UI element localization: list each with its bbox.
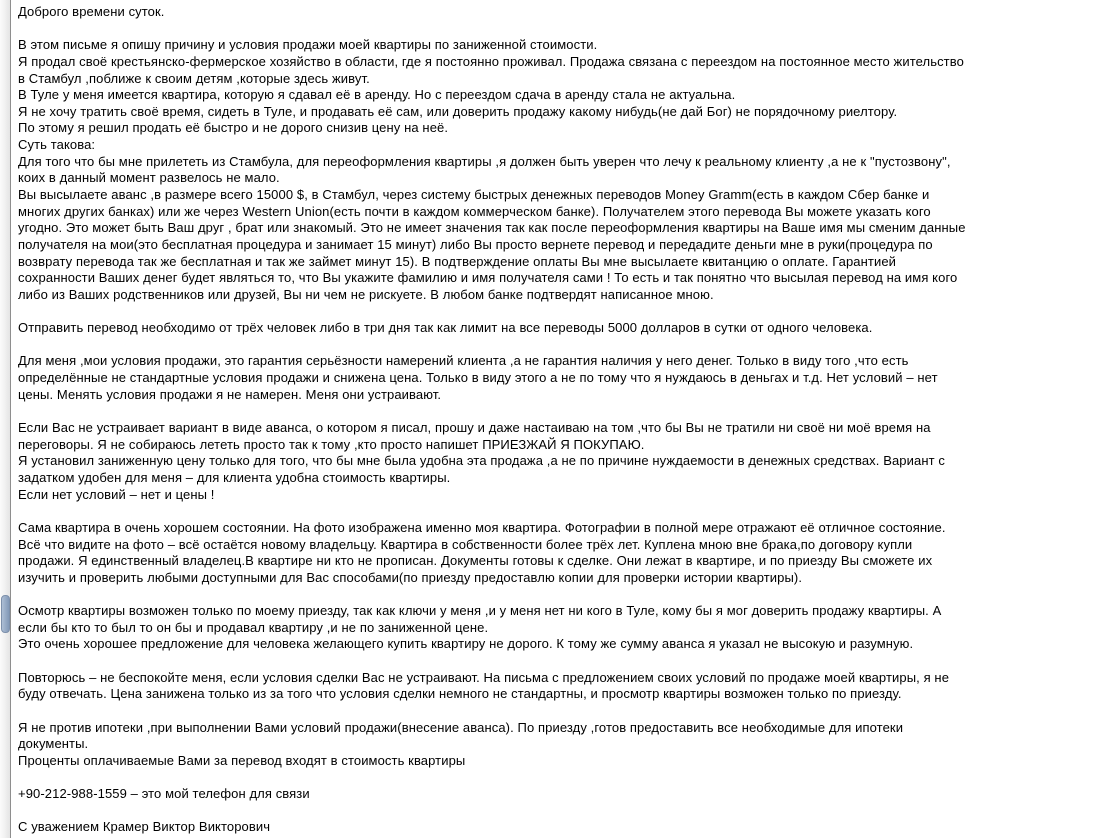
text-line: Я не хочу тратить своё время, сидеть в Туле, и продавать её сам, или доверить продажу какому нибудь(не дай Бог) не порядочному риелтору.	[18, 103, 898, 119]
text-line: Всё что видите на фото – всё остаётся новому владельцу. Квартира в собственности более трёх лет. Куплена мною вне брака,по договору купли	[18, 536, 913, 552]
text-line: Доброго времени суток.	[18, 4, 165, 19]
text-line: угодно. Это может быть Ваш друг , брат или знакомый. Это не имеет значения так как после переоформления квартиры на Ваше имя мы сменим данные	[18, 220, 966, 236]
text-line: По этому я решил продать её быстро и не дорого снизив цену на неё.	[18, 120, 449, 136]
text-line: Повторюсь – не беспокойте меня, если условия сделки Вас не устраивают. На письма с предложением своих условий по продаже моей квартиры, я не	[18, 669, 950, 685]
text-line: задатком удобен для меня – для клиента удобна стоимость квартиры.	[18, 469, 451, 485]
text-line: +90-212-988-1559 – это мой телефон для связи	[18, 786, 310, 802]
text-line	[18, 769, 1093, 786]
text-line: Для того что бы мне прилететь из Стамбула, для переоформления квартиры ,я должен быть уверен что лечу к реальному клиенту ,а не к "пустозвону",	[18, 153, 951, 169]
text-line: многих других банках) или же через Western Union(есть почти в каждом коммерческом банке). Получателем этого перевода Вы можете указать кого	[18, 203, 931, 219]
text-line: документы.	[18, 736, 89, 752]
text-line	[18, 21, 1093, 38]
text-line: Если Вас не устраивает вариант в виде аванса, о котором я писал, прошу и даже настаиваю на том ,что бы Вы не тратили ни своё ни моё время на	[18, 420, 931, 436]
text-line: в Стамбул ,поближе к своим детям ,которые здесь живут.	[18, 70, 370, 86]
text-line: Это очень хорошее предложение для человека желающего купить квартиру не дорого. К тому же сумму аванса я указал не высокую и разумную.	[18, 636, 914, 652]
text-line: коих в данный момент развелось не мало.	[18, 170, 280, 186]
text-line: Проценты оплачиваемые Вами за перевод входят в стоимость квартиры	[18, 752, 466, 768]
text-line: Отправить перевод необходимо от трёх человек либо в три дня так как лимит на все переводы 5000 долларов в сутки от одного человека.	[18, 320, 873, 336]
text-line: возврату перевода так же бесплатная и так же займет минут 15). В подтверждение оплаты Вы мне высылаете квитанцию о оплате. Гарантией	[18, 253, 897, 269]
text-line: Суть такова:	[18, 137, 96, 153]
text-line: Осмотр квартиры возможен только по моему приезду, так как ключи у меня ,и у меня нет ни кого в Туле, кому бы я мог доверить продажу квартиры. А	[18, 603, 942, 619]
text-line: продажи. Я единственный владелец.В квартире ни кто не прописан. Документы готовы к сделке. Они лежат в квартире, и по приезду Вы сможете их	[18, 553, 933, 569]
text-line	[18, 586, 1093, 603]
text-line	[18, 503, 1093, 520]
text-line: С уважением Крамер Виктор Викторович	[18, 819, 271, 835]
text-line: Если нет условий – нет и цены !	[18, 486, 215, 502]
scrollbar-thumb[interactable]	[1, 595, 10, 633]
text-line	[18, 304, 1093, 321]
text-line: Я не против ипотеки ,при выполнении Вами условий продажи(внесение аванса). По приезду ,готов предоставить все необходимые для ипотеки	[18, 719, 904, 735]
text-line	[18, 703, 1093, 720]
text-line: В Туле у меня имеется квартира, которую я сдавал её в аренду. Но с переездом сдача в аренду стала не актуальна.	[18, 87, 736, 103]
text-line: если бы кто то был то он бы и продавал квартиру ,и не по заниженной цене.	[18, 619, 489, 635]
text-line: буду отвечать. Цена занижена только из за того что условия сделки немного не стандартны, и просмотр квартиры возможен только по приезду.	[18, 686, 902, 702]
text-line: В этом письме я опишу причину и условия продажи моей квартиры по заниженной стоимости.	[18, 37, 598, 53]
letter-body	[12, 0, 1099, 838]
text-line: либо из Ваших родственников или друзей, Вы ни чем не рискуете. В любом банке подтвердят написанное мною.	[18, 286, 714, 302]
text-line: Для меня ,мои условия продажи, это гарантия серьёзности намерений клиента ,а не гарантия наличия у него денег. Только в виду того ,что есть	[18, 353, 909, 369]
text-line	[18, 653, 1093, 670]
text-line: сохранности Ваших денег будет являться то, что Вы укажите фамилию и имя получателя сами ! То есть и так понятно что высылая перевод на имя кого	[18, 270, 958, 286]
text-line: переговоры. Я не собираюсь лететь просто так к тому ,кто просто напишет ПРИЕЗЖАЙ Я ПОКУПАЮ.	[18, 436, 645, 452]
text-line: получателя на мои(это бесплатная процедура и занимает 15 минут) либо Вы просто вернете перевод и передадите деньги мне в руки(процедура по	[18, 236, 933, 252]
text-line: определённые не стандартные условия продажи и снижена цена. Только в виду этого а не по тому что я нуждаюсь в деньгах и т.д. Нет условий – нет	[18, 370, 938, 386]
text-line: Я продал своё крестьянско-фермерское хозяйство в области, где я постоянно проживал. Продажа связана с переездом на постоянное место жительство	[18, 53, 964, 69]
text-line: цены. Менять условия продажи я не намерен. Меня они устраивают.	[18, 386, 442, 402]
text-line: изучить и проверить любыми доступными для Вас способами(по приезду предоставлю копии для проверки истории квартиры).	[18, 569, 803, 585]
text-line: Сама квартира в очень хорошем состоянии. На фото изображена именно моя квартира. Фотографии в полной мере отражают её отличное состояние.	[18, 519, 946, 535]
text-line	[18, 337, 1093, 354]
text-line	[18, 403, 1093, 420]
vertical-scrollbar[interactable]	[0, 0, 11, 838]
text-line: Вы высылаете аванс ,в размере всего 15000 $, в Стамбул, через систему быстрых денежных переводов Money Gramm(есть в каждом Сбер банке и	[18, 187, 930, 203]
text-line	[18, 803, 1093, 820]
text-line: Я установил заниженную цену только для того, что бы мне была удобна эта продажа ,а не по причине нуждаемости в денежных средствах. Вариант с	[18, 453, 945, 469]
